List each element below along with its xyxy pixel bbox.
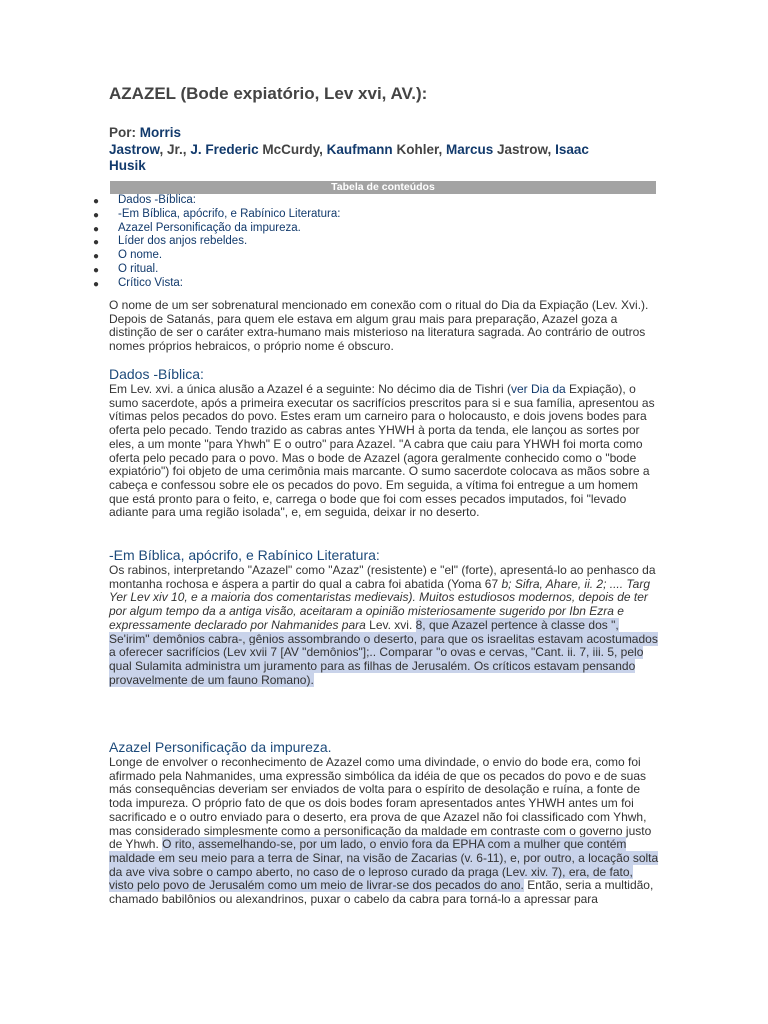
byline-jastrow2: Jastrow,: [497, 141, 552, 157]
author-link-jastrow[interactable]: Jastrow: [109, 141, 160, 157]
section-body-biblical: [109, 383, 659, 520]
italic-run: b; Sifra, Ahare, ii. 2; .... Targ Yer Lev xiv 10, e a maioria dos comentaristas medievais). Muitos estudiosos modernos, depois de ter por algum tempo da a antiga visão, aceitaram a opinião misteriosamente sugerido por Ibn Ezra e expressamente declarado por Nahmanides para: [109, 576, 650, 632]
section-heading-rabbinic: -Em Bíblica, apócrifo, e Rabínico Literatura:: [109, 547, 380, 563]
bullet-icon: ●: [93, 264, 100, 276]
toc-link[interactable]: -Em Bíblica, apócrifo, e Rabínico Literatura:: [118, 207, 341, 220]
author-link-kaufmann[interactable]: Kaufmann: [326, 141, 393, 157]
author-byline: [109, 125, 657, 175]
byline-prefix: Por:: [109, 125, 136, 140]
byline-kohler: Kohler,: [396, 141, 443, 157]
highlighted-run: O rito, assemelhando-se, por um lado, o envio fora da EPHA com a mulher que contém maldade em seu meio para a terra de Sinar, na visão de Zacarias (v. 6-11), e, por outro, a locação solta da ave viva sobre o campo aberto, no caso de o leproso curado da praga (Lev. xiv. 7), era, de fato, visto pelo povo de Jerusalém como um meio de livrar-se dos pecados do ano.: [109, 837, 659, 893]
author-link-husik[interactable]: Husik: [109, 158, 146, 173]
bullet-icon: ●: [93, 278, 100, 290]
bullet-icon: ●: [93, 237, 100, 249]
text-run: Então, seria a multidão, chamado babilônios ou alexandrinos, puxar o cabelo da cabra para torná-lo a apressar para: [109, 878, 654, 907]
toc-link[interactable]: Dados -Bíblica:: [118, 194, 196, 206]
highlighted-run: 8, que Azazel pertence à classe dos ", Se'irim" demônios cabra-, gênios assombrando o deserto, para que os israelitas estavam acostumados a oferecer sacrifícios (Lev xvii 7 [AV "demônios"];.. Comparar "o ovas e cervas, "Cant. ii. 7, iii. 5, pelo qual Sulamita administra um juramento para as filhas de Jerusalém. Os críticos estavam pensando provavelmente de um fauno Romano).: [109, 617, 658, 687]
text-run: Lev. xvi.: [365, 617, 416, 632]
bullet-icon: ●: [93, 196, 100, 207]
author-link-morris[interactable]: Morris: [139, 125, 182, 140]
text-run: Longe de envolver o reconhecimento de Azazel como uma divindade, o envio do bode era, como foi afirmado pela Nahmanides, uma expressão simbólica da idéia de que os pecados do povo e de suas más consequências deveriam ser enviados de volta para o espírito de desolação e ruína, a fonte de toda impureza. O próprio fato de que os dois bodes foram apresentados antes YHWH antes um foi sacrificado e o outro enviado para o deserto, era prova de que Azazel não foi classificado com Yhwh, mas considerado simplesmente como a personificação da maldade em contraste com o governo justo de Yhwh.: [109, 755, 652, 852]
author-link-jfrederic[interactable]: J. Frederic: [190, 141, 259, 157]
text-run: Os rabinos, interpretando "Azazel" como "Azaz" (resistente) e "el" (forte), apresentá-lo ao penhasco da montanha rochosa e áspera a partir do qual a cabra foi abatida (Yoma 67: [109, 563, 656, 591]
toc-link[interactable]: Líder dos anjos rebeldes.: [118, 235, 248, 248]
link-dia-expiacao[interactable]: ver Dia da: [511, 382, 566, 396]
text-run: Expiação), o sumo sacerdote, após a primeira executar os sacrifícios prescritos para si e sua família, apresentou as vítimas pelos pecados do povo. Estes eram um carneiro para o holocausto, e dois jovens bodes para oferta pelo pecado. Tendo trazido as cabras antes YHWH à porta da tenda, ele lançou as sortes por eles, a um monte "para Yhwh" E o outro" para Azazel. "A cabra que caiu para YHWH foi morta como oferta pelo pecado para o povo. Mas o bode de Azazel (agora geralmente conhecido como o "bode expiatório") foi objeto de uma cerimônia mais marcante. O sumo sacerdote colocava as mãos sobre a cabeça e confessou sobre ele os pecados do povo. Em seguida, a vítima foi entregue a um homem que está pronto para o feito, e, carrega o bode que foi com esses pecados imputados, foi "levado adiante para uma região isolada", e, em seguida, deixar ir no deserto.: [109, 382, 655, 520]
toc-heading: Tabela de conteúdos: [110, 181, 656, 194]
toc-link[interactable]: O nome.: [118, 249, 163, 262]
section-body-rabbinic: [109, 564, 659, 687]
author-link-marcus[interactable]: Marcus: [445, 141, 494, 157]
bullet-icon: ●: [93, 209, 100, 221]
page-title: AZAZEL (Bode expiatório, Lev xvi, AV.):: [109, 84, 428, 103]
section-heading-impurity: Azazel Personificação da impureza.: [109, 739, 332, 755]
author-link-isaac[interactable]: Isaac: [555, 141, 589, 157]
bullet-icon: ●: [93, 251, 100, 263]
byline-mccurdy: McCurdy,: [262, 141, 323, 157]
text-run: Em Lev. xvi. a única alusão a Azazel é a seguinte: No décimo dia de Tishri (: [109, 382, 511, 396]
byline-jr: , Jr.,: [159, 141, 187, 157]
intro-paragraph: O nome de um ser sobrenatural mencionado em conexão com o ritual do Dia da Expiação (Lev. Xvi.). Depois de Satanás, para quem ele estava em algum grau mais para preparação, Azazel goza a distinção de ser o caráter extra-humano mais misterioso na literatura sagrada. Ao contrário de outros nomes próprios hebraicos, o próprio nome é obscuro.: [109, 298, 649, 354]
toc-link[interactable]: O ritual.: [118, 262, 159, 275]
toc-link[interactable]: Crítico Vista:: [118, 276, 183, 289]
section-heading-biblical: Dados -Bíblica:: [109, 366, 204, 382]
section-body-impurity: [109, 756, 659, 907]
bullet-icon: ●: [93, 223, 100, 235]
toc-link[interactable]: Azazel Personificação da impureza.: [118, 221, 301, 234]
